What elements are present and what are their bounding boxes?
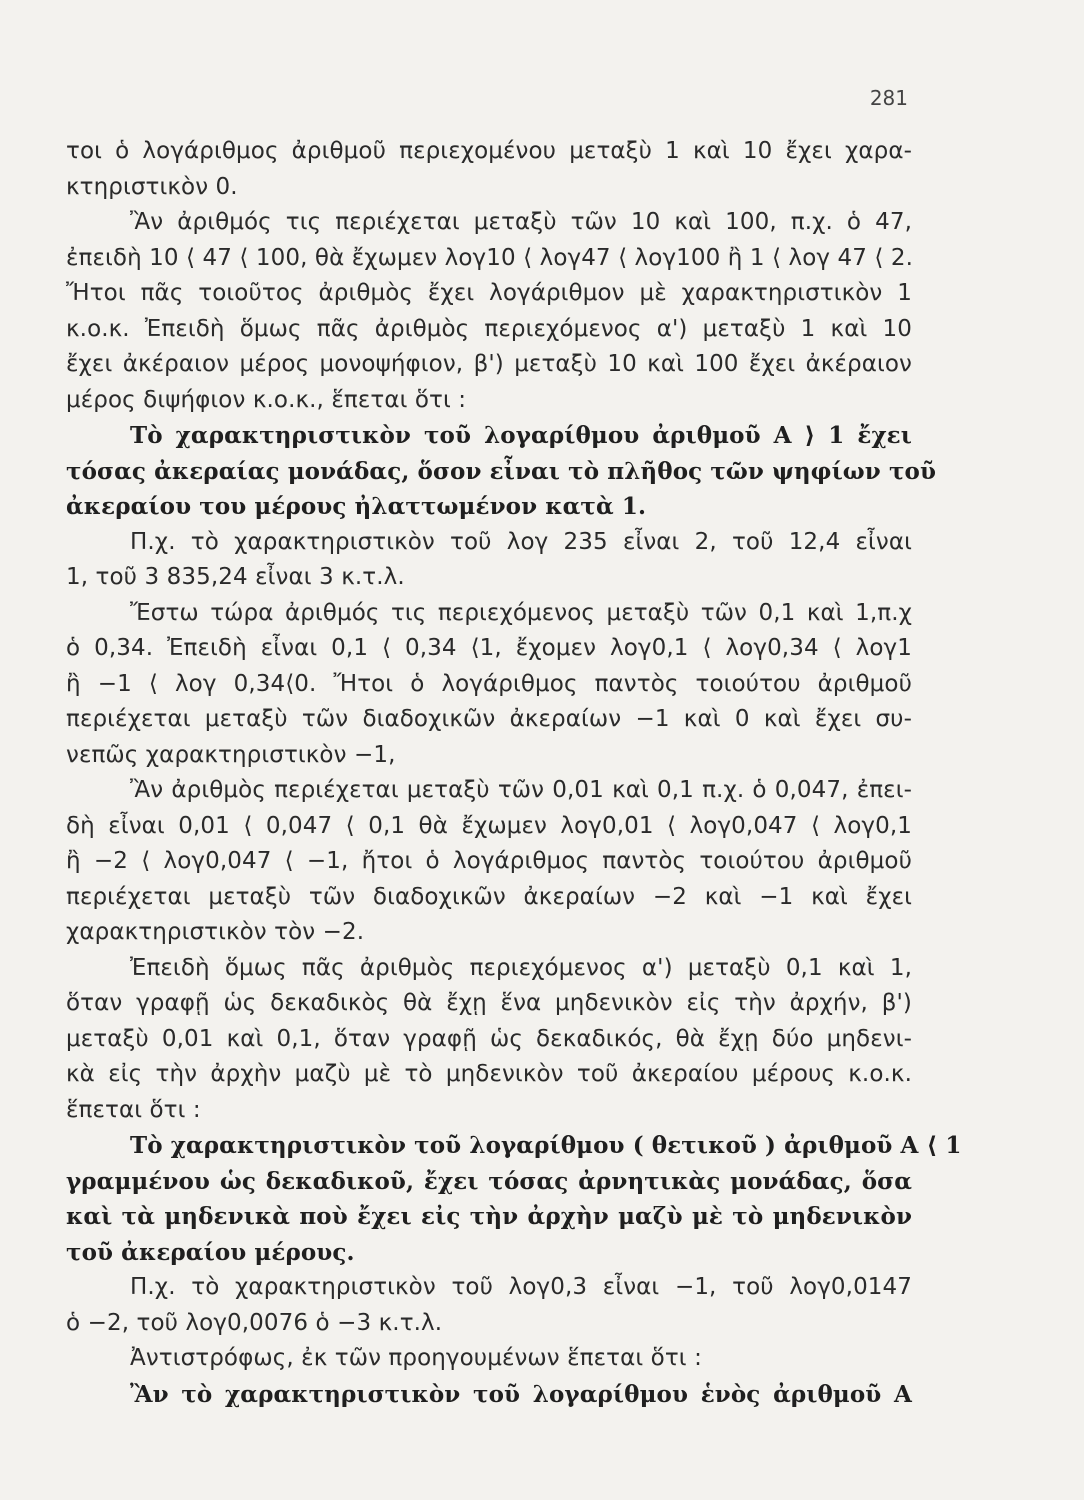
text-line: Ἂν ἀριθμὸς περιέχεται μεταξὺ τῶν 0,01 καὶ 0,1 π.χ. ὁ 0,047, ἐπει- (130, 777, 912, 803)
text-line: ἢ −2 ⟨ λογ0,047 ⟨ −1, ἤτοι ὁ λογάριθμος παντὸς τοιούτου ἀριθμοῦ (66, 848, 912, 874)
text-line: κτηριστικὸν 0. (66, 173, 238, 200)
text-line: Π.χ. τὸ χαρακτηριστικὸν τοῦ λογ 235 εἶναι 2, τοῦ 12,4 εἶναι (130, 528, 912, 555)
theorem-line: τοῦ ἀκεραίου μέρους. (66, 1238, 355, 1266)
text-line: ἔχει ἀκέραιον μέρος μονοψήφιον, β') μεταξὺ 10 καὶ 100 ἔχει ἀκέραιον (66, 351, 912, 377)
body-text (66, 134, 962, 1412)
theorem-line: καὶ τὰ μηδενικὰ ποὺ ἔχει εἰς τὴν ἀρχὴν μαζὺ μὲ τὸ μηδενικὸν (66, 1203, 912, 1230)
text-line: 1, τοῦ 3 835,24 εἶναι 3 κ.τ.λ. (66, 564, 405, 590)
text-line: ὅταν γραφῇ ὡς δεκαδικὸς θὰ ἔχῃ ἕνα μηδενικὸν εἰς τὴν ἀρχήν, β') (66, 990, 912, 1016)
text-line: κ.ο.κ. Ἐπειδὴ ὅμως πᾶς ἀριθμὸς περιεχόμενος α') μεταξὺ 1 καὶ 10 (66, 315, 912, 342)
text-line: Ἂν ἀριθμός τις περιέχεται μεταξὺ τῶν 10 καὶ 100, π.χ. ὁ 47, (130, 209, 912, 235)
text-line: ἢ −1 ⟨ λογ 0,34⟨0. Ἤτοι ὁ λογάριθμος παντὸς τοιούτου ἀριθμοῦ (66, 670, 912, 697)
theorem-line: τόσας ἀκεραίας μονάδας, ὅσον εἶναι τὸ πλῆθος τῶν ψηφίων τοῦ (66, 457, 937, 485)
text-line: περιέχεται μεταξὺ τῶν διαδοχικῶν ἀκεραίων −2 καὶ −1 καὶ ἔχει (66, 883, 912, 910)
text-line: μέρος διψήφιον κ.ο.κ., ἕπεται ὅτι : (66, 386, 467, 413)
theorem-line: Τὸ χαρακτηριστικὸν τοῦ λογαρίθμου ( θετικοῦ ) ἀριθμοῦ Α ⟨ 1 (130, 1132, 962, 1159)
text-line: ἐπειδὴ 10 ⟨ 47 ⟨ 100, θὰ ἔχωμεν λογ10 ⟨ λογ47 ⟨ λογ100 ἢ 1 ⟨ λογ 47 ⟨ 2. (66, 244, 913, 271)
text-line: περιέχεται μεταξὺ τῶν διαδοχικῶν ἀκεραίων −1 καὶ 0 καὶ ἔχει συ- (66, 706, 912, 732)
text-line: τοι ὁ λογάριθμος ἀριθμοῦ περιεχομένου μεταξὺ 1 καὶ 10 ἔχει χαρα- (66, 138, 912, 164)
text-line: νεπῶς χαρακτηριστικὸν −1, (66, 741, 396, 768)
text-line: Ἐπειδὴ ὅμως πᾶς ἀριθμὸς περιεχόμενος α') μεταξὺ 0,1 καὶ 1, (130, 954, 912, 981)
text-line: χαρακτηριστικὸν τὸν −2. (66, 919, 365, 945)
page-number: 281 (869, 86, 908, 110)
text-line: Ἀντιστρόφως, ἐκ τῶν προηγουμένων ἕπεται ὅτι : (130, 1345, 702, 1371)
text-line: Π.χ. τὸ χαρακτηριστικὸν τοῦ λογ0,3 εἶναι −1, τοῦ λογ0,0147 (130, 1274, 912, 1300)
theorem-line: ἀκεραίου του μέρους ἠλαττωμένον κατὰ 1. (66, 493, 647, 520)
text-line: δὴ εἶναι 0,01 ⟨ 0,047 ⟨ 0,1 θὰ ἔχωμεν λογ0,01 ⟨ λογ0,047 ⟨ λογ0,1 (66, 812, 912, 839)
theorem-line: γραμμένου ὡς δεκαδικοῦ, ἔχει τόσας ἀρνητικὰς μονάδας, ὅσα (66, 1167, 912, 1195)
theorem-line: Ἂν τὸ χαρακτηριστικὸν τοῦ λογαρίθμου ἑνὸς ἀριθμοῦ Α (130, 1380, 912, 1408)
theorem-line: Τὸ χαρακτηριστικὸν τοῦ λογαρίθμου ἀριθμοῦ Α ⟩ 1 ἔχει (130, 422, 912, 449)
text-line: κὰ εἰς τὴν ἀρχὴν μαζὺ μὲ τὸ μηδενικὸν τοῦ ἀκεραίου μέρους κ.ο.κ. (66, 1061, 912, 1087)
text-line: ἕπεται ὅτι : (66, 1096, 201, 1123)
text-line: ὁ 0,34. Ἐπειδὴ εἶναι 0,1 ⟨ 0,34 ⟨1, ἔχομεν λογ0,1 ⟨ λογ0,34 ⟨ λογ1 (66, 635, 912, 661)
text-line: Ἔστω τώρα ἀριθμός τις περιεχόμενος μεταξὺ τῶν 0,1 καὶ 1,π.χ (130, 599, 912, 626)
text-line: Ἤτοι πᾶς τοιοῦτος ἀριθμὸς ἔχει λογάριθμον μὲ χαρακτηριστικὸν 1 (66, 280, 912, 306)
text-line: ὁ −2, τοῦ λογ0,0076 ὁ −3 κ.τ.λ. (66, 1309, 443, 1336)
text-line: μεταξὺ 0,01 καὶ 0,1, ὅταν γραφῇ ὡς δεκαδικός, θὰ ἔχῃ δύο μηδενι- (66, 1025, 912, 1052)
